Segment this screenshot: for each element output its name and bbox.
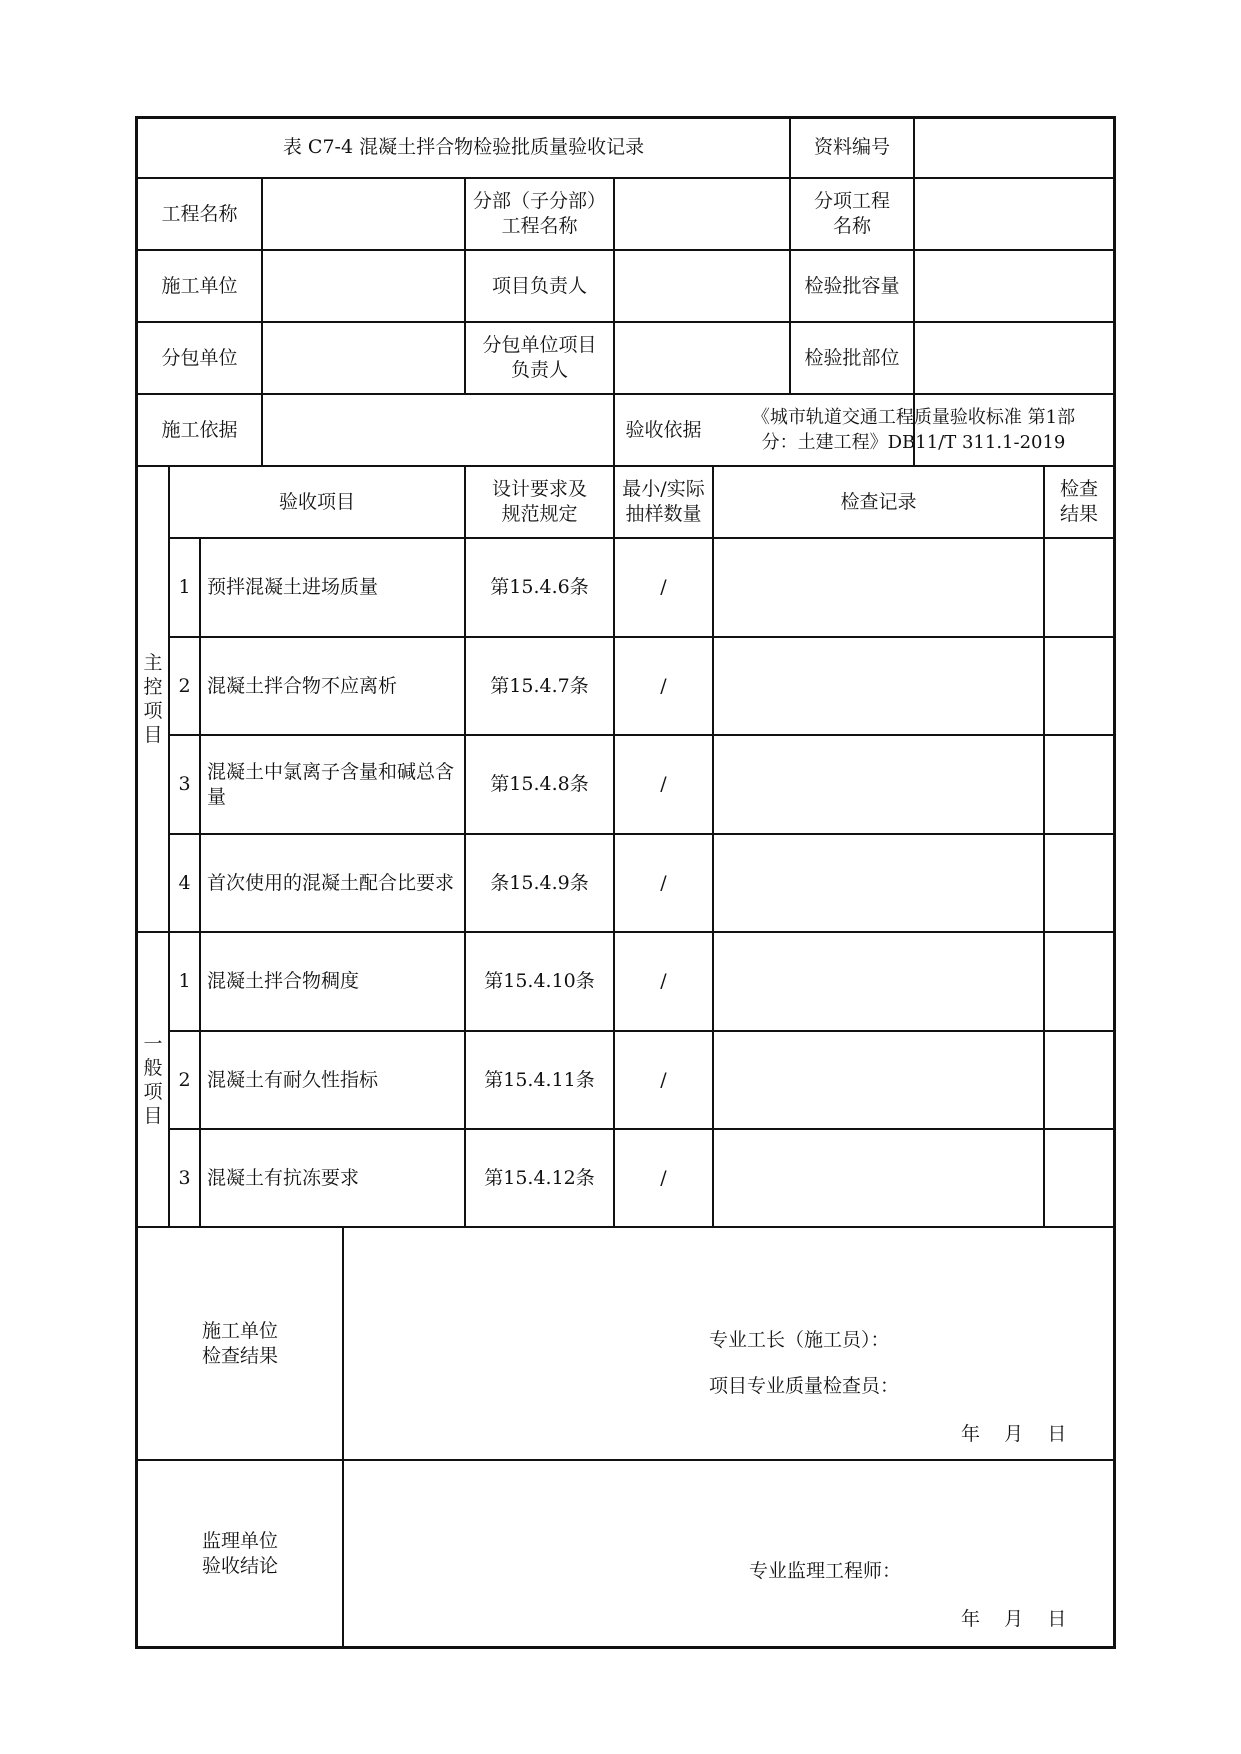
column-item: 验收项目 xyxy=(278,490,355,513)
item-clause: 第15.4.7条 xyxy=(490,674,589,697)
column-inspection-record: 检查记录 xyxy=(840,490,917,513)
item-result-field[interactable] xyxy=(1045,933,1113,1030)
item-record-field[interactable] xyxy=(714,539,1043,636)
item-record-field[interactable] xyxy=(714,835,1043,931)
item-sample: / xyxy=(660,970,667,992)
item-clause: 条15.4.9条 xyxy=(490,871,589,894)
acceptance-basis-label: 验收依据 xyxy=(625,418,702,441)
item-number: 3 xyxy=(178,1166,191,1189)
project-manager-label: 项目负责人 xyxy=(491,274,587,297)
group-label-char: 项 xyxy=(143,700,163,722)
contractor-check-label: 施工单位 检查结果 xyxy=(201,1319,278,1367)
general-group-label xyxy=(138,933,168,1226)
item-clause: 第15.4.11条 xyxy=(484,1068,595,1091)
item-result-field[interactable] xyxy=(1045,736,1113,833)
item-record-field[interactable] xyxy=(714,736,1043,833)
group-label-char: 目 xyxy=(143,1104,163,1127)
item-name: 混凝土拌合物不应离析 xyxy=(207,674,398,697)
form-title: 表 C7-4 混凝土拌合物检验批质量验收记录 xyxy=(282,136,645,158)
column-inspection-result: 检查 结果 xyxy=(1059,478,1098,525)
subcontractor-field[interactable] xyxy=(263,323,464,393)
item-clause: 第15.4.6条 xyxy=(490,576,589,598)
item-number: 3 xyxy=(178,773,191,795)
contractor-label: 施工单位 xyxy=(161,274,238,297)
doc-no-label: 资料编号 xyxy=(813,136,890,158)
group-label-char: 般 xyxy=(143,1056,163,1079)
item-name: 混凝土中氯离子含量和碱总含 量 xyxy=(207,760,455,808)
item-name: 首次使用的混凝土配合比要求 xyxy=(207,871,455,894)
construction-basis-field[interactable] xyxy=(263,395,613,465)
project-manager-field[interactable] xyxy=(615,251,789,321)
group-label-char: 控 xyxy=(143,676,163,698)
item-number: 2 xyxy=(178,1068,191,1091)
item-number: 2 xyxy=(178,674,191,697)
item-clause: 第15.4.12条 xyxy=(484,1166,595,1189)
item-number: 1 xyxy=(178,576,191,598)
item-result-field[interactable] xyxy=(1045,1130,1113,1226)
item-number: 1 xyxy=(178,970,191,992)
item-record-field[interactable] xyxy=(714,638,1043,734)
item-sample: / xyxy=(660,1068,667,1091)
item-sample: / xyxy=(660,576,667,598)
batch-capacity-field[interactable] xyxy=(915,251,1113,321)
item-name: 预拌混凝土进场质量 xyxy=(207,576,379,598)
supervisor-check-label: 监理单位 验收结论 xyxy=(201,1529,278,1577)
item-number: 4 xyxy=(178,871,191,894)
subitem-name-field[interactable] xyxy=(915,179,1113,249)
column-sample-count: 最小/实际 抽样数量 xyxy=(622,478,705,525)
supervisor-date: 年 月 日 xyxy=(961,1608,1067,1630)
batch-location-label: 检验批部位 xyxy=(804,346,900,369)
column-design-requirement: 设计要求及 规范规定 xyxy=(491,478,587,525)
main-control-group-label xyxy=(138,467,168,931)
item-sample: / xyxy=(660,871,667,894)
sub-project-manager-label: 分包单位项目 负责人 xyxy=(482,334,597,381)
group-label-char: 主 xyxy=(143,652,163,674)
item-result-field[interactable] xyxy=(1045,835,1113,931)
subitem-name-label: 分项工程 名称 xyxy=(813,190,890,237)
subdivision-name-label: 分部（子分部） 工程名称 xyxy=(472,190,606,237)
doc-no-field[interactable] xyxy=(915,118,1113,177)
group-label-char: 目 xyxy=(143,724,163,746)
item-sample: / xyxy=(660,773,667,795)
acceptance-standard: 《城市轨道交通工程质量验收标准 第1部 分：土建工程》DB11/T 311.1-2019 xyxy=(751,407,1076,453)
project-name-label: 工程名称 xyxy=(161,202,238,225)
contractor-field[interactable] xyxy=(263,251,464,321)
supervising-engineer-signature-label: 专业监理工程师： xyxy=(749,1560,902,1582)
item-name: 混凝土拌合物稠度 xyxy=(207,970,360,992)
contractor-date: 年 月 日 xyxy=(961,1423,1067,1445)
item-clause: 第15.4.10条 xyxy=(484,970,595,992)
construction-basis-label: 施工依据 xyxy=(161,418,238,441)
project-name-field[interactable] xyxy=(263,179,464,249)
item-result-field[interactable] xyxy=(1045,1032,1113,1128)
item-record-field[interactable] xyxy=(714,1130,1043,1226)
quality-inspector-signature-label: 项目专业质量检查员： xyxy=(709,1375,900,1397)
batch-location-field[interactable] xyxy=(915,323,1113,393)
item-sample: / xyxy=(660,1166,667,1189)
subcontractor-label: 分包单位 xyxy=(161,346,238,369)
group-label-char: 项 xyxy=(143,1080,163,1103)
item-record-field[interactable] xyxy=(714,1032,1043,1128)
item-name: 混凝土有耐久性指标 xyxy=(207,1068,379,1091)
item-clause: 第15.4.8条 xyxy=(490,773,589,795)
item-result-field[interactable] xyxy=(1045,638,1113,734)
item-record-field[interactable] xyxy=(714,933,1043,1030)
group-label-char: 一 xyxy=(143,1032,163,1055)
item-sample: / xyxy=(660,674,667,697)
item-result-field[interactable] xyxy=(1045,539,1113,636)
item-name: 混凝土有抗冻要求 xyxy=(207,1166,360,1189)
subdivision-name-field[interactable] xyxy=(615,179,789,249)
batch-capacity-label: 检验批容量 xyxy=(804,274,900,297)
foreman-signature-label: 专业工长（施工员）： xyxy=(709,1329,890,1351)
sub-project-manager-field[interactable] xyxy=(615,323,789,393)
